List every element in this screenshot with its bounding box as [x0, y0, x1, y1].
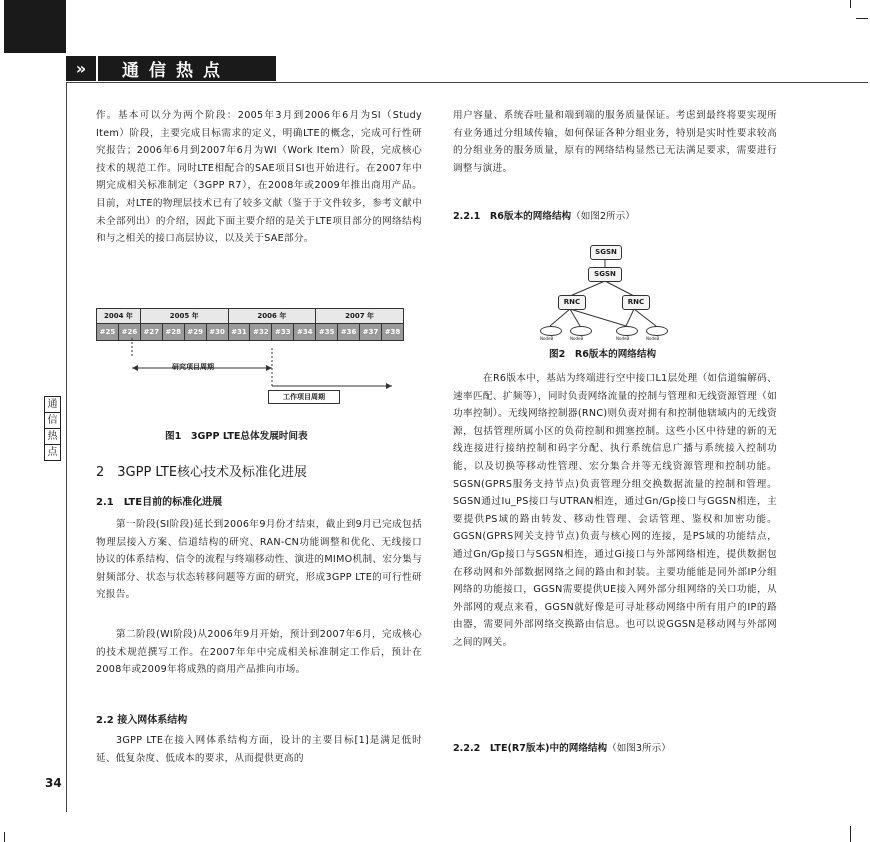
year-cell: 2006 年 — [228, 309, 316, 324]
crop-mark — [4, 832, 5, 842]
nodeb-icon — [540, 326, 562, 336]
intro-paragraph: 作。基本可以分为两个阶段：2005年3月到2006年6月为SI（Study Item）阶段，主要完成目标需求的定义，明确LTE的概念，完成可行性研究报告；2006年6月到2007年6月为WI（Work Item）阶段，完成核心技术的规范工作。同时LTE相配合的SAE项目SI也开始进行。在2007年中期完成相关标准制定（3GPP R7），在2008年或2009年推出商用产品。目前，对LTE的物理层技术已有了较多文献（鉴于于文件较多，参考文献中未全部列出）的介绍，因此下面主要介绍的是关于LTE项目部分的网络结构和与之相关的接口高层协议，以及关于SAE部分。 — [96, 110, 422, 245]
meeting-cell: #30 — [206, 324, 228, 341]
meeting-cell: #28 — [162, 324, 184, 341]
nodeb-icon — [570, 326, 592, 336]
header-rule — [66, 82, 868, 83]
sgsn-node: SGSN — [588, 267, 622, 282]
sgsn-node-top: SGSN — [590, 245, 622, 260]
section-2-2-para: 3GPP LTE在接入网体系结构方面，设计的主要目标[1]是满足低时延、低复杂度、低成本的要求，从而提供更高的 — [96, 735, 422, 764]
section-2-1-para-2: 第二阶段(WI阶段)从2006年9月开始，预计到2007年6月，完成核心的技术规范撰写工作。在2007年年中完成相关标准制定工作后，预计在2008年或2009年将成熟的商用产品推向市场。 — [96, 629, 422, 676]
crop-mark — [856, 18, 868, 19]
year-row — [97, 309, 404, 324]
meeting-cell: #36 — [338, 324, 360, 341]
side-tab-char: 点 — [44, 444, 61, 461]
nodeb-label: NodeB — [540, 336, 554, 341]
section-2-2-1-title: 2.2.1 R6版本的网络结构 — [453, 211, 572, 222]
study-item-label: 研究项目周期 — [172, 363, 214, 371]
side-tab-char: 通 — [44, 396, 61, 413]
section-2-2-2-heading — [453, 740, 671, 754]
section-2-2-heading: 2.2 接入网体系结构 — [96, 715, 188, 726]
year-cell: 2007 年 — [316, 309, 404, 324]
side-tab-char: 信 — [44, 412, 61, 429]
section-2-heading: 2 3GPP LTE核心技术及标准化进展 — [96, 465, 308, 480]
section-2-2-1-heading — [453, 208, 635, 222]
section-2-1-heading: 2.1 LTE目前的标准化进展 — [96, 497, 223, 508]
year-cell: 2004 年 — [97, 309, 141, 324]
nodeb-label: NodeB — [616, 336, 630, 341]
figure-3-reference: （如图3所示） — [607, 743, 671, 754]
meeting-cell: #35 — [316, 324, 338, 341]
meeting-cell: #34 — [294, 324, 316, 341]
crop-mark — [850, 0, 851, 8]
meeting-cell: #32 — [250, 324, 272, 341]
crop-mark — [850, 826, 851, 842]
meeting-cell: #25 — [97, 324, 119, 341]
timeline-figure — [96, 308, 408, 410]
meeting-cell: #38 — [381, 324, 403, 341]
corner-block — [4, 0, 66, 53]
meeting-cell: #31 — [228, 324, 250, 341]
nodeb-label: NodeB — [646, 336, 660, 341]
page-number: 34 — [45, 776, 62, 790]
meeting-cell: #37 — [360, 324, 382, 341]
right-paragraph-2: 在R6版本中，基站为终端进行空中接口L1层处理（如信道编解码、速率匹配、扩频等），同时负责网络流量的控制与管理和无线资源管理（如功率控制）。无线网络控制器(RNC)则负责对拥有和控制他辖域内的无线资源，包括管理所属小区的负荷控制和拥塞控制。这些小区中待建的新的无线连接进行接纳控制和码字分配、执行系统信息广播与系统接入控制功能，以及切换等移动性管理、宏分集合并等无线资源管理和控制功能。SGSN(GPRS服务支持节点)负责管理分组交换数据流量的控制和管理。SGSN通过Iu_PS接口与UTRAN相连，通过Gn/Gp接口与GGSN相连，主要提供PS域的路由转发、移动性管理、会话管理、鉴权和加密功能。GGSN(GPRS网关支持节点)负责与核心网的连接，是PS域的功能结点，通过Gn/Gp接口与SGSN相连，通过Gi接口与外部网络相连，提供数据包在移动网和外部数据网络之间的路由和封装。主要功能能是同外部IP分组网络的功能接口，GGSN需要提供UE接入网外部分组网络的关口功能，从外部网的观点来看，GGSN就好像是可寻址移动网络中所有用户的IP的路由器，需要同外部网络交换路由信息。也可以说GGSN是移动网与外部网之间的网关。 — [453, 373, 777, 648]
timeline-arrows — [96, 338, 408, 410]
meeting-cell: #26 — [118, 324, 140, 341]
nodeb-label: NodeB — [570, 336, 584, 341]
rnc-node-left: RNC — [558, 295, 586, 310]
nodeb-icon — [646, 326, 668, 336]
meeting-cell: #27 — [140, 324, 162, 341]
chevron-icon: » — [66, 56, 98, 81]
section-header — [66, 56, 276, 81]
figure-1-caption: 图1 3GPP LTE总体发展时间表 — [165, 431, 308, 442]
meeting-cell: #33 — [272, 324, 294, 341]
section-2-2-2-title: 2.2.2 LTE(R7版本)中的网络结构 — [453, 743, 608, 754]
right-paragraph-1: 用户容量、系统吞吐量和端到端的服务质量保证。考虑到最终将要实现所有业务通过分组域传输，如何保证各种分组业务，特别是实时性要求较高的分组业务的服务质量，原有的网络结构显然已无法满足要求，需要进行调整与演进。 — [453, 110, 777, 174]
work-item-label: 工作项目周期 — [268, 390, 340, 404]
left-margin-rule — [66, 82, 67, 812]
figure-2-caption: 图2 R6版本的网络结构 — [549, 349, 657, 360]
figure-2-diagram — [530, 240, 690, 346]
section-2-1-para-1: 第一阶段(SI阶段)延长到2006年9月份才结束，截止到9月已完成包括物理层接入方案、信道结构的研究、RAN-CN功能调整和优化、无线接口协议的体系结构、信令的流程与终端移动性、演进的MIMO机制、宏分集与射频部分、状态与状态转移问题等方面的研究，形成3GPP LTE的可行性研究报告。 — [96, 519, 422, 601]
year-cell: 2005 年 — [140, 309, 228, 324]
nodeb-icon — [616, 326, 638, 336]
meeting-cell: #29 — [184, 324, 206, 341]
rnc-node-right: RNC — [622, 295, 650, 310]
timeline-table — [96, 308, 404, 341]
section-title: 通信热点 — [122, 61, 230, 81]
side-tab-char: 热 — [44, 428, 61, 445]
figure-2-reference: （如图2所示） — [571, 211, 635, 222]
